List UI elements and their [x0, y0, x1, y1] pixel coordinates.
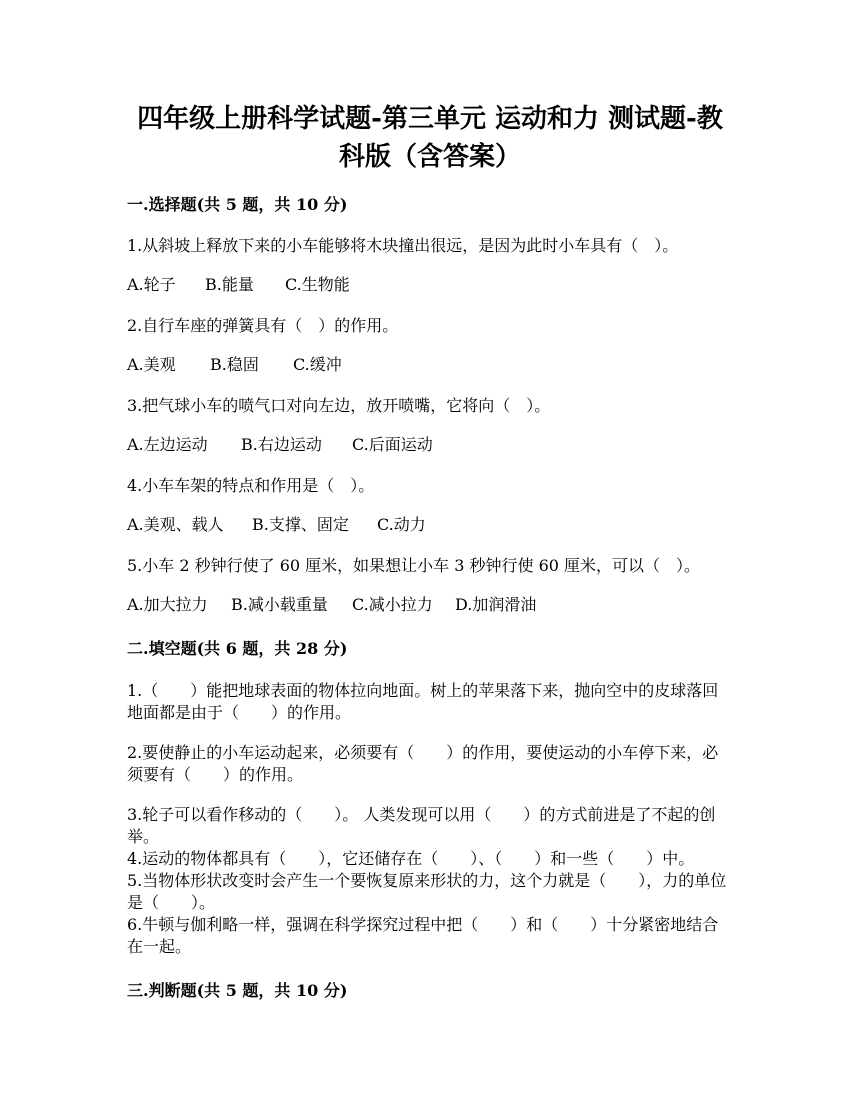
- option-a: A.美观、载人: [127, 515, 224, 534]
- section-heading: 二.填空题(共 6 题，共 28 分): [127, 639, 348, 658]
- option-a: A.加大拉力: [127, 595, 208, 614]
- option-b: B.能量: [205, 275, 254, 294]
- option-b: B.稳固: [210, 355, 259, 374]
- question-3: 3.把气球小车的喷气口对向左边，放开喷嘴，它将向（ ）。: [127, 396, 551, 415]
- option-b: B.右边运动: [241, 435, 322, 454]
- option-a: A.美观: [127, 355, 176, 374]
- option-c: C.动力: [377, 515, 426, 534]
- option-c: C.后面运动: [352, 435, 433, 454]
- fill-question-3: 3.轮子可以看作移动的（ ）。 人类发现可以用（ ）的方式前进是了不起的创举。: [127, 805, 716, 846]
- fill-question-2: 2.要使静止的小车运动起来，必须要有（ ）的作用，要使运动的小车停下来，必须要有（ ）的作用。: [127, 743, 719, 784]
- fill-question-5: 5.当物体形状改变时会产生一个要恢复原来形状的力，这个力就是（ ），力的单位是（ ）。: [127, 871, 727, 912]
- option-c: C.生物能: [285, 275, 350, 294]
- page-title: 四年级上册科学试题-第三单元 运动和力 测试题-教科版（含答案）: [137, 104, 723, 172]
- question-4: 4.小车车架的特点和作用是（ ）。: [127, 476, 375, 495]
- option-a: A.轮子: [127, 275, 176, 294]
- fill-question-1: 1.（ ）能把地球表面的物体拉向地面。树上的苹果落下来，抛向空中的皮球落回地面都是由于（ ）的作用。: [127, 681, 719, 722]
- options-3: [127, 434, 733, 456]
- question-2: 2.自行车座的弹簧具有（ ）的作用。: [127, 316, 399, 335]
- option-b: B.支撑、固定: [252, 515, 349, 534]
- section-heading: 三.判断题(共 5 题，共 10 分): [127, 981, 348, 1000]
- option-d: D.加润滑油: [455, 595, 537, 614]
- options-4: [127, 514, 733, 536]
- section-true-false: [127, 980, 733, 1002]
- options-2: [127, 354, 733, 376]
- question-1: 1.从斜坡上释放下来的小车能够将木块撞出很远，是因为此时小车具有（ ）。: [127, 236, 679, 255]
- question-5: 5.小车 2 秒钟行使了 60 厘米，如果想让小车 3 秒钟行使 60 厘米，可以（ ）。: [127, 556, 701, 575]
- option-c: C.缓冲: [293, 355, 342, 374]
- fill-question-6: 6.牛顿与伽利略一样，强调在科学探究过程中把（ ）和（ ）十分紧密地结合在一起。: [127, 915, 719, 956]
- fill-question-4: 4.运动的物体都具有（ ），它还储存在（ ）、（ ）和一些（ ）中。: [127, 849, 695, 868]
- option-b: B.减小载重量: [231, 595, 328, 614]
- options-1: [127, 274, 733, 296]
- section-fill-in-blank: [127, 638, 733, 958]
- section-heading: 一.选择题(共 5 题，共 10 分): [127, 195, 348, 214]
- option-c: C.减小拉力: [352, 595, 433, 614]
- options-5: [127, 594, 733, 616]
- option-a: A.左边运动: [127, 435, 208, 454]
- section-multiple-choice: [127, 194, 733, 616]
